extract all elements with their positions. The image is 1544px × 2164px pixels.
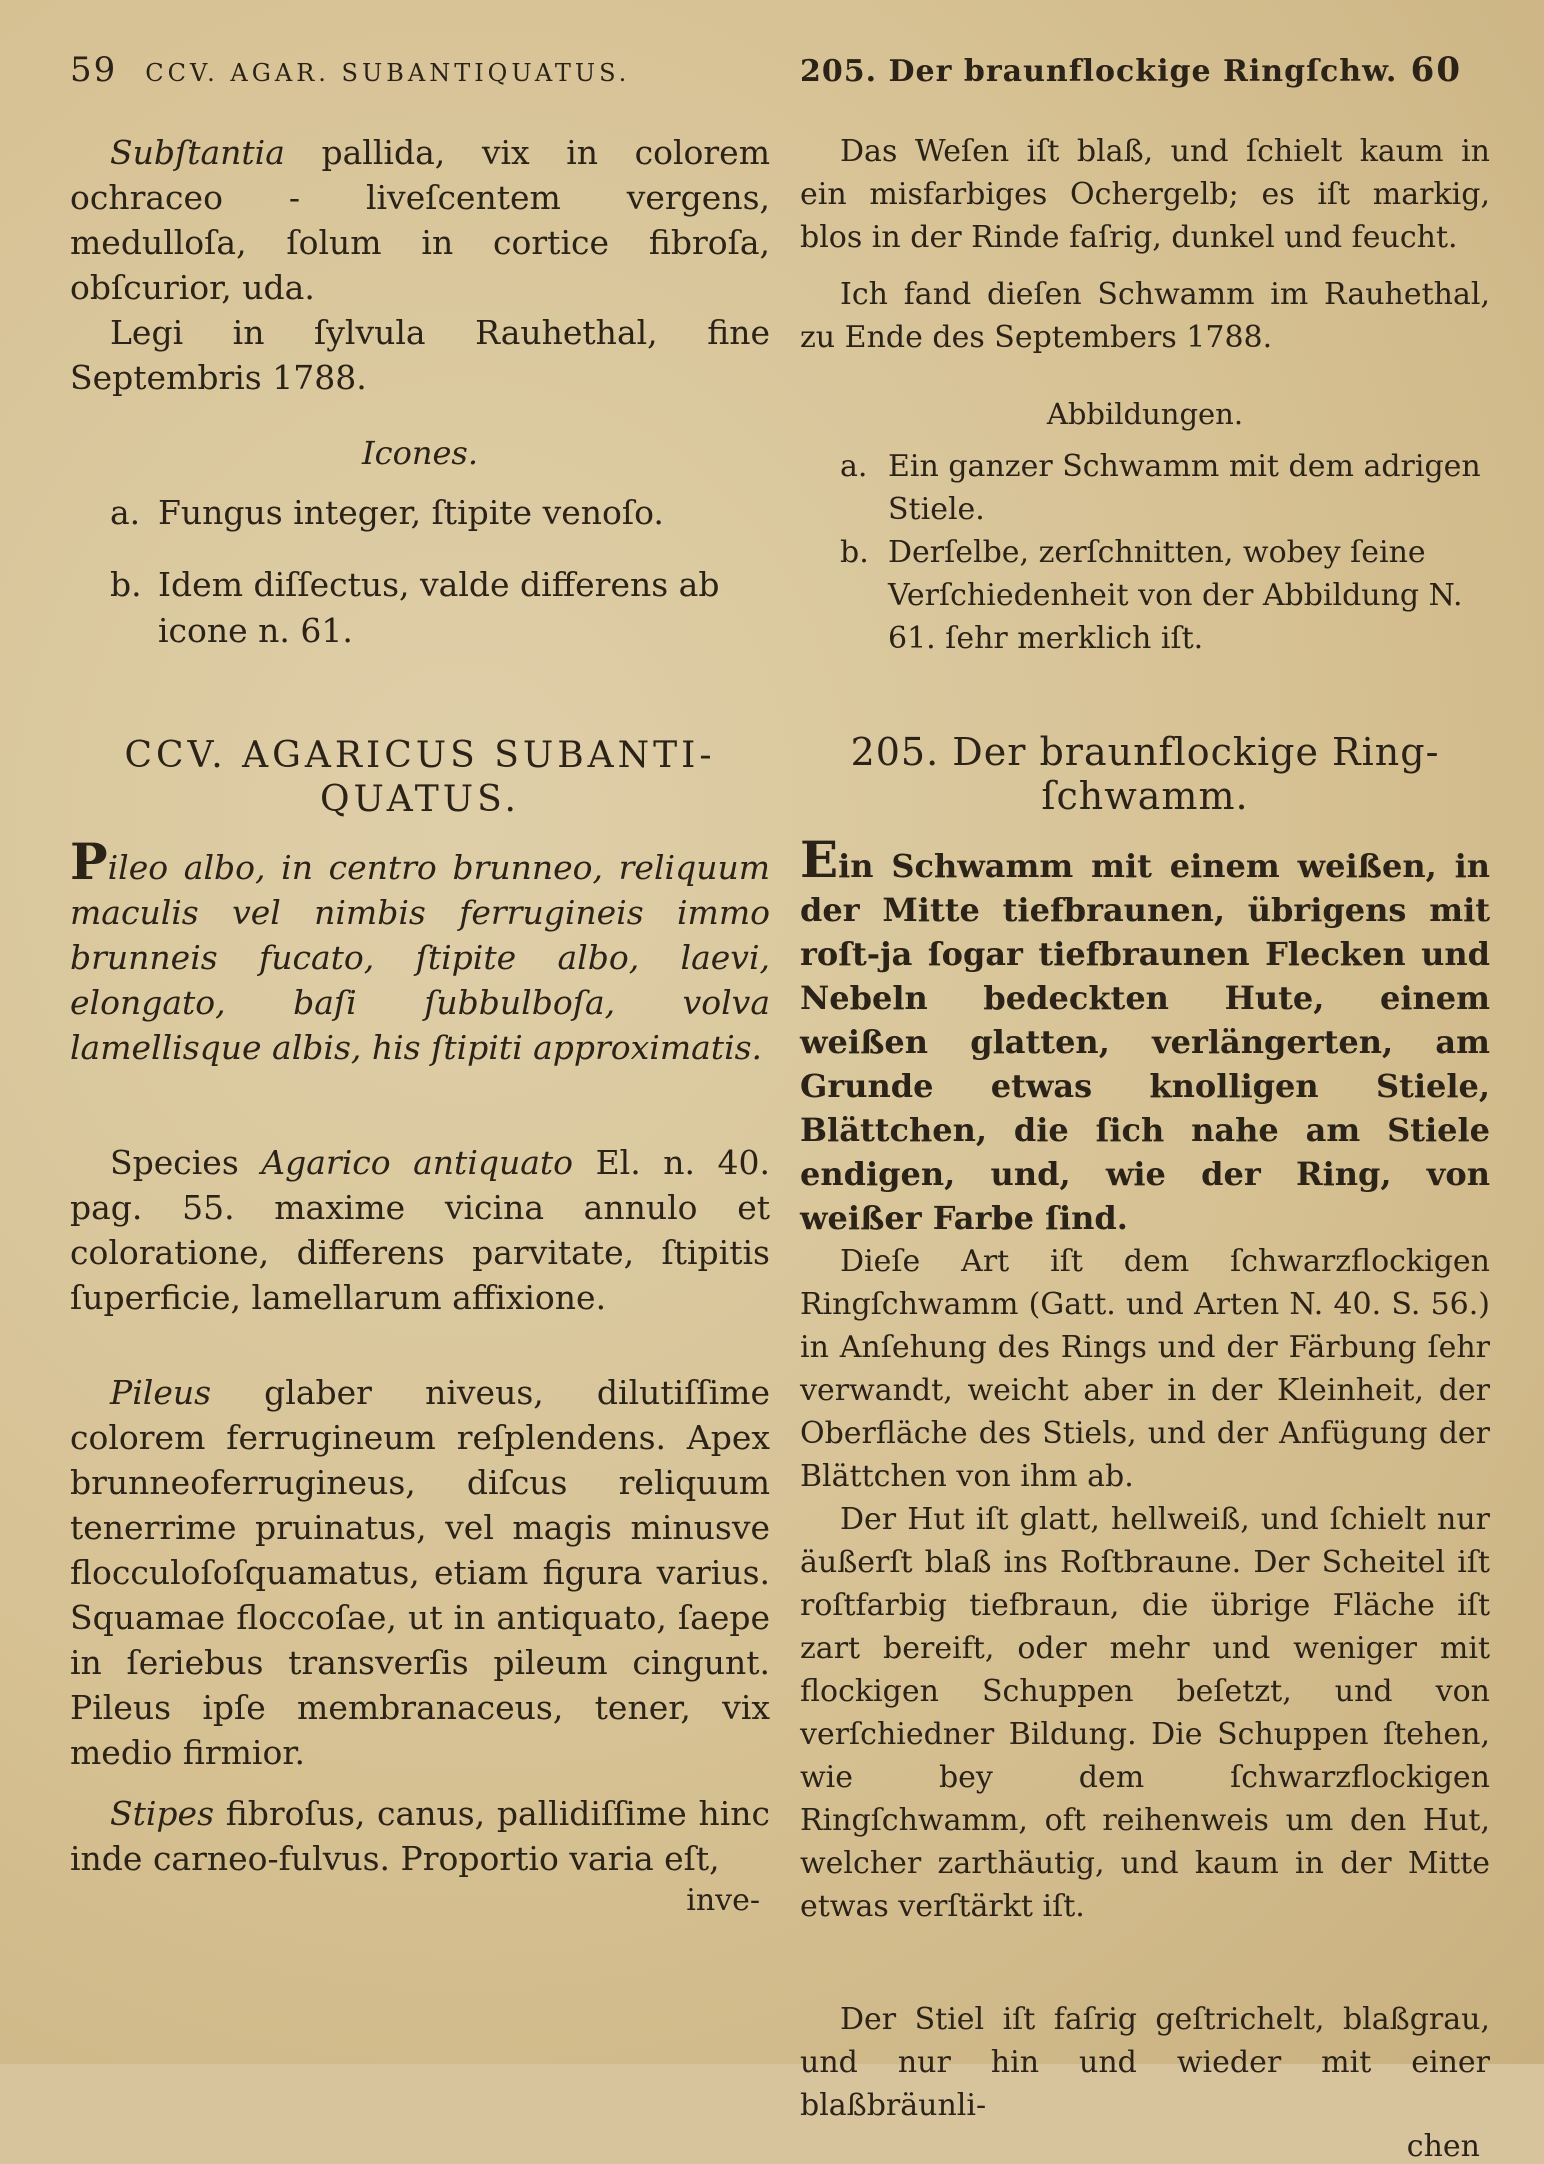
wesen-paragraph: Das Weſen iſt blaß, und ſchielt kaum in ein misfarbiges Ochergelb; es iſt markig, blos in der Rinde faſrig, dunkel und feucht.: [800, 134, 1490, 255]
abbildungen-heading: Abbildungen.: [1046, 397, 1244, 431]
german-column: [800, 50, 1490, 2164]
left-running-title: CCV. AGAR. SUBANTIQUATUS.: [145, 59, 631, 87]
beschreibung-paragraph: [800, 830, 1490, 1240]
substance-paragraph: [70, 130, 770, 310]
icones-item-letter: a.: [110, 493, 141, 532]
left-running-head: [70, 50, 770, 100]
substance-term: Subſtantia: [110, 133, 285, 172]
stipes-text: fibroſus, canus, pallidiſſime hinc inde carneo-fulvus. Proportio varia eſt,: [70, 1794, 770, 1878]
stiel-paragraph: Der Stiel iſt faſrig geſtrichelt, blaßgrau, und nur hin und wieder mit einer blaßbräunli-: [800, 2002, 1490, 2123]
beschreibung-initial: E: [800, 830, 839, 889]
diagnosis-paragraph: [70, 832, 770, 1070]
right-section-title-line-2: ſchwamm.: [1041, 774, 1249, 818]
left-page-number: 59: [70, 50, 118, 90]
right-running-title: 205. Der braunflockige Ringſchw.: [800, 54, 1398, 89]
species-text-b: El. n. 40. pag. 55. maxime vicina annulo et coloratione, differens parvitate, ſtipitis ſuperficie, lamellarum affixione.: [70, 1143, 770, 1317]
left-section-title-line-1: CCV. AGARICUS SUBANTI-: [124, 735, 716, 776]
beschreibung-text: in Schwamm mit einem weißen, in der Mitte tiefbraunen, übrigens mit roſt-ja ſogar tiefbraunen Flecken und Nebeln bedeckten Hute, einem weißen glatten, verlängerten, am Grunde etwas knolligen Stiele, Blättchen, die ſich nahe am Stiele endigen, und, wie der Ring, von weißer Farbe ſind.: [800, 847, 1490, 1237]
right-section-title: [800, 730, 1490, 818]
hut-paragraph: Der Hut iſt glatt, hellweiß, und ſchielt nur äußerſt blaß ins Roſtbraune. Der Scheitel iſt roſtfarbig tiefbraun, die übrige Fläche iſt zart bereift, oder mehr und weniger mit flockigen Schuppen beſetzt, und von verſchiedner Bildung. Die Schuppen ſtehen, wie bey dem ſchwarzflockigen Ringſchwamm, oft reihenweis um den Hut, welcher zarthäutig, und kaum in der Mitte etwas verſtärkt iſt.: [800, 1502, 1490, 1924]
right-page-number: 60: [1410, 50, 1462, 90]
icones-heading: Icones.: [362, 434, 478, 472]
icones-item-letter: b.: [110, 565, 142, 604]
right-catchword: chen: [1406, 2129, 1480, 2164]
icones-item-text: Idem diſſectus, valde differens ab icone n. 61.: [158, 565, 720, 650]
icones-item-text: Fungus integer, ſtipite venoſo.: [158, 493, 664, 532]
pileus-text: glaber niveus, dilutiſſime colorem ferrugineum reſplendens. Apex brunneoferrugineus, diſcus reliquum tenerrime pruinatus, vel magis minusve flocculoſoſquamatus, etiam figura varius. Squamae floccoſae, ut in antiquato, ſaepe in ſeriebus transverſis pileum cingunt. Pileus ipſe membranaceus, tener, vix medio firmior.: [70, 1373, 770, 1772]
left-section-title-line-2: QUATUS.: [320, 779, 520, 820]
abbildungen-item-letter: b.: [840, 535, 869, 570]
abbildungen-item-letter: a.: [840, 449, 868, 484]
pileus-term: Pileus: [110, 1373, 212, 1412]
species-text-a: Species: [110, 1143, 262, 1182]
abbildungen-list: [800, 445, 1490, 660]
diagnosis-text: ileo albo, in centro brunneo, reliquum maculis vel nimbis ferrugineis immo brunneis fucato, ſtipite albo, laevi, elongato, baſi ſubbulboſa, volva lamellisque albis, his ſtipiti approximatis.: [70, 848, 770, 1067]
abbildungen-item-text: Ein ganzer Schwamm mit dem adrigen Stiele.: [888, 449, 1481, 527]
icones-item: [70, 562, 770, 654]
left-catchword: inve-: [686, 1883, 760, 1918]
stipes-paragraph: [70, 1791, 770, 1881]
left-section-title: [70, 734, 770, 822]
verwandtschaft-paragraph: Dieſe Art iſt dem ſchwarzflockigen Ringſchwamm (Gatt. und Arten N. 40. S. 56.) in Anſehung des Rings und der Färbung ſehr verwandt, weicht aber in der Kleinheit, der Oberfläche des Stiels, und der Anfügung der Blättchen von ihm ab.: [800, 1244, 1490, 1494]
locality-paragraph: Legi in ſylvula Rauhethal, fine Septembris 1788.: [70, 313, 770, 397]
icones-item: [70, 490, 770, 536]
fundort-paragraph: Ich fand dieſen Schwamm im Rauhethal, zu Ende des Septembers 1788.: [800, 277, 1490, 355]
icones-list: [70, 490, 770, 654]
diagnosis-initial: P: [70, 832, 108, 891]
abbildungen-item-text: Derſelbe, zerſchnitten, wobey ſeine Verſchiedenheit von der Abbildung N. 61. ſehr merklich iſt.: [888, 535, 1463, 656]
latin-column: [70, 50, 770, 1918]
species-name: Agarico antiquato: [261, 1143, 574, 1182]
stipes-term: Stipes: [110, 1794, 215, 1833]
right-running-head: [800, 50, 1490, 100]
abbildungen-item: [800, 531, 1490, 660]
right-section-title-line-1: 205. Der braunflockige Ring-: [850, 730, 1440, 774]
substance-text: pallida, vix in colorem ochraceo - liveſcentem vergens, medulloſa, ſolum in cortice fibroſa, obſcurior, uda.: [70, 133, 770, 307]
pileus-paragraph: [70, 1370, 770, 1775]
species-paragraph: [70, 1140, 770, 1320]
abbildungen-item: [800, 445, 1490, 531]
